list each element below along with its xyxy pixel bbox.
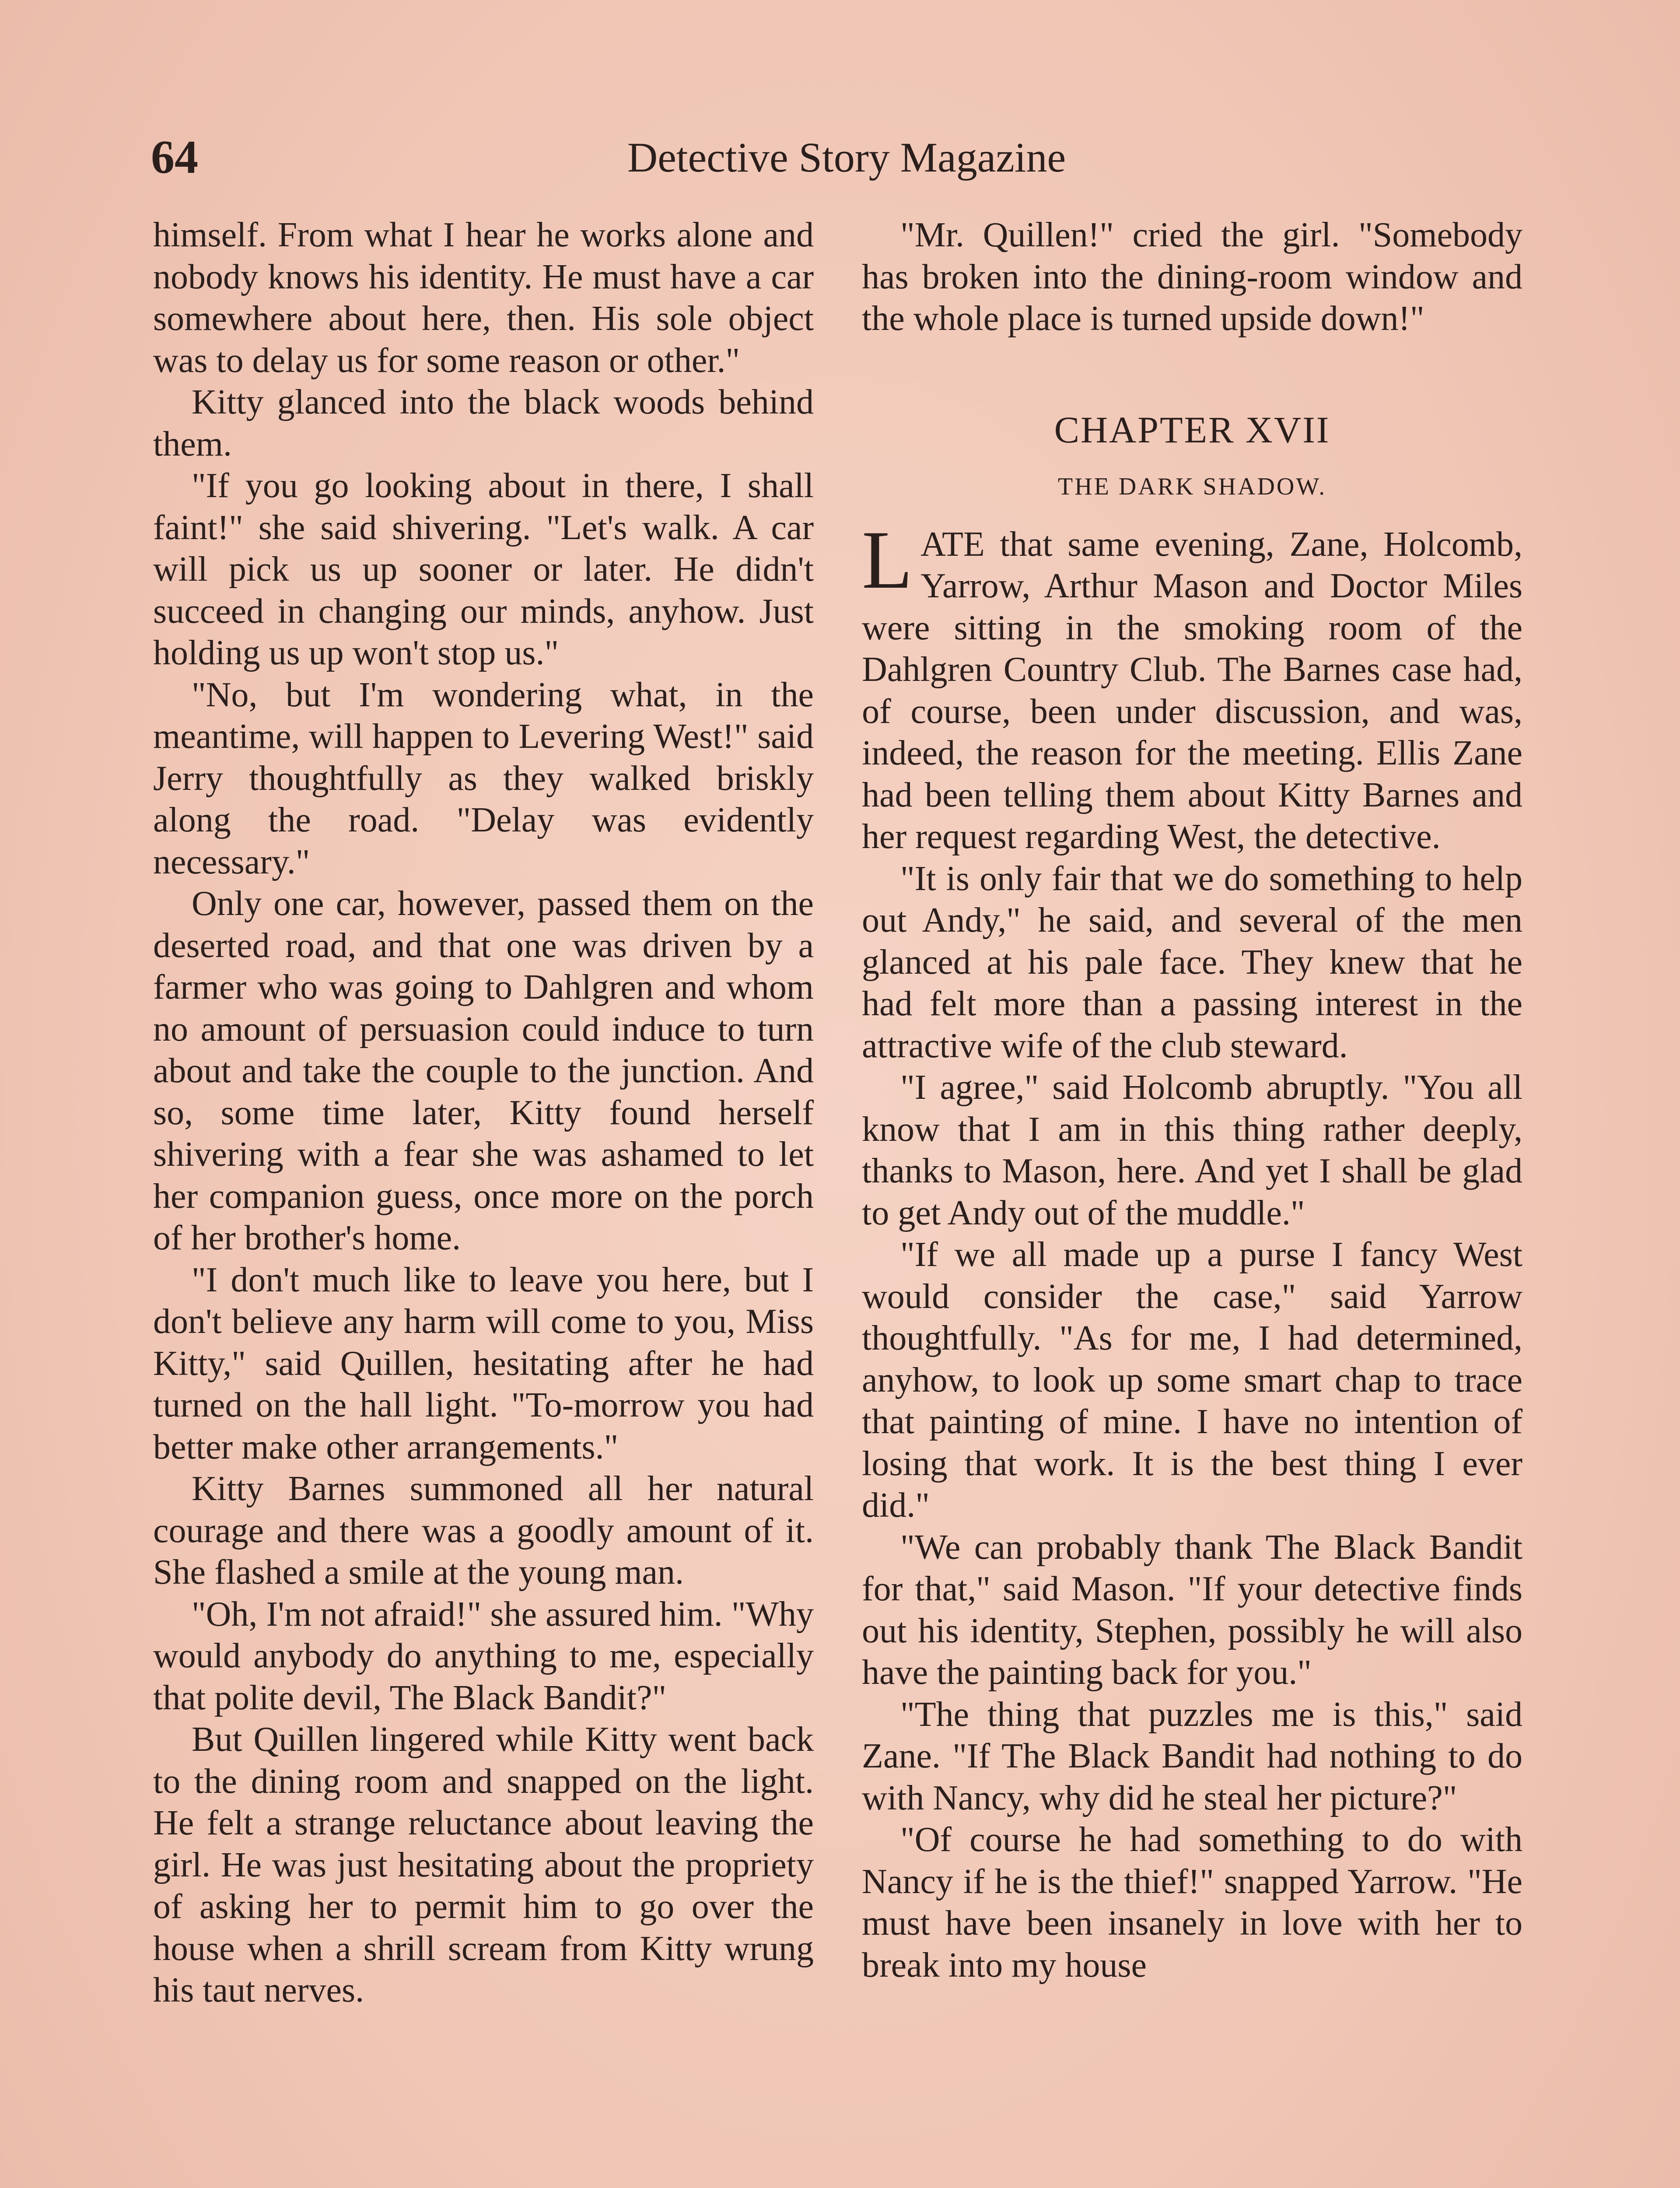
paragraph: "It is only fair that we do something to help out Andy," he said, and several of the men glanced at his pale face. They knew that he had felt more than a passing interest in the attractive wife of the club steward. bbox=[862, 859, 1522, 1065]
right-column bbox=[862, 214, 1522, 1986]
left-column bbox=[153, 214, 814, 2012]
paragraph: "Of course he had something to do with Nancy if he is the thief!" snapped Yarrow. "He must have been insanely in love with her to break into my house bbox=[862, 1820, 1522, 1985]
drop-cap: L bbox=[862, 514, 913, 606]
page-number: 64 bbox=[151, 131, 198, 183]
paragraph: Kitty Barnes summoned all her natural courage and there was a goodly amount of it. She flashed a smile at the young man. bbox=[153, 1469, 814, 1592]
chapter-title: CHAPTER XVII bbox=[1054, 408, 1330, 451]
paragraph: "The thing that puzzles me is this," said Zane. "If The Black Bandit had nothing to do with Nancy, why did he steal her picture?" bbox=[862, 1695, 1522, 1817]
paragraph: "Mr. Quillen!" cried the girl. "Somebody has broken into the dining-room window and the whole place is turned upside down!" bbox=[862, 216, 1522, 338]
paragraph: "No, but I'm wondering what, in the meantime, will happen to Levering West!" said Jerry thoughtfully as they walked briskly along the road. "Delay was evidently necessary." bbox=[153, 675, 814, 881]
paragraph: "I agree," said Holcomb abruptly. "You all know that I am in this thing rather deeply, thanks to Mason, here. And yet I shall be glad to get Andy out of the muddle." bbox=[862, 1068, 1522, 1232]
paragraph: "If you go looking about in there, I shall faint!" she said shivering. "Let's walk. A car will pick us up sooner or later. He didn't succeed in changing our minds, anyhow. Just holding us up won't stop us." bbox=[153, 466, 814, 672]
paragraph: himself. From what I hear he works alone and nobody knows his identity. He must have a car somewhere about here, then. His sole object was to delay us for some reason or other." bbox=[153, 216, 814, 380]
page-header bbox=[0, 127, 1680, 188]
paragraph: "Oh, I'm not afraid!" she assured him. "Why would anybody do anything to me, especially that polite devil, The Black Bandit?" bbox=[153, 1595, 814, 1717]
chapter-opening-paragraph bbox=[862, 514, 1522, 858]
opening-text: ATE that same evening, Zane, Holcomb, Yarrow, Arthur Mason and Doctor Miles were sitting in the smoking room of the Dahlgren Country Club. The Barnes case had, of course, been under discussion, and was, indeed, the reason for the meeting. Ellis Zane had been telling them about Kitty Barnes and her request regarding West, the detective. bbox=[862, 525, 1522, 856]
paragraph: "If we all made up a purse I fancy West would consider the case," said Yarrow thoughtfully. "As for me, I had determined, anyhow, to look up some smart chap to trace that painting of mine. I have no intention of losing that work. It is the best thing I ever did." bbox=[862, 1235, 1522, 1525]
chapter-subtitle: THE DARK SHADOW. bbox=[1057, 473, 1327, 500]
paragraph: Only one car, however, passed them on the deserted road, and that one was driven by a farmer who was going to Dahlgren and whom no amount of persuasion could induce to turn about and take the couple to the junction. And so, some time later, Kitty found herself shivering with a fear she was ashamed to let her companion guess, once more on the porch of her brother's home. bbox=[153, 884, 814, 1257]
paragraph: "We can probably thank The Black Bandit for that," said Mason. "If your detective finds out his identity, Stephen, possibly he will also have the painting back for you." bbox=[862, 1528, 1522, 1692]
chapter-heading bbox=[862, 406, 1522, 506]
paragraph: But Quillen lingered while Kitty went back to the dining room and snapped on the light. He felt a strange reluctance about leaving the girl. He was just hesitating about the propriety of asking her to permit him to go over the house when a shrill scream from Kitty wrung his taut nerves. bbox=[153, 1720, 814, 2009]
running-title: Detective Story Magazine bbox=[627, 134, 1066, 181]
paragraph: Kitty glanced into the black woods behind them. bbox=[153, 383, 814, 463]
paragraph: "I don't much like to leave you here, but I don't believe any harm will come to you, Miss Kitty," said Quillen, hesitating after he had turned on the hall light. "To-morrow you had better make other arrangements." bbox=[153, 1260, 814, 1466]
